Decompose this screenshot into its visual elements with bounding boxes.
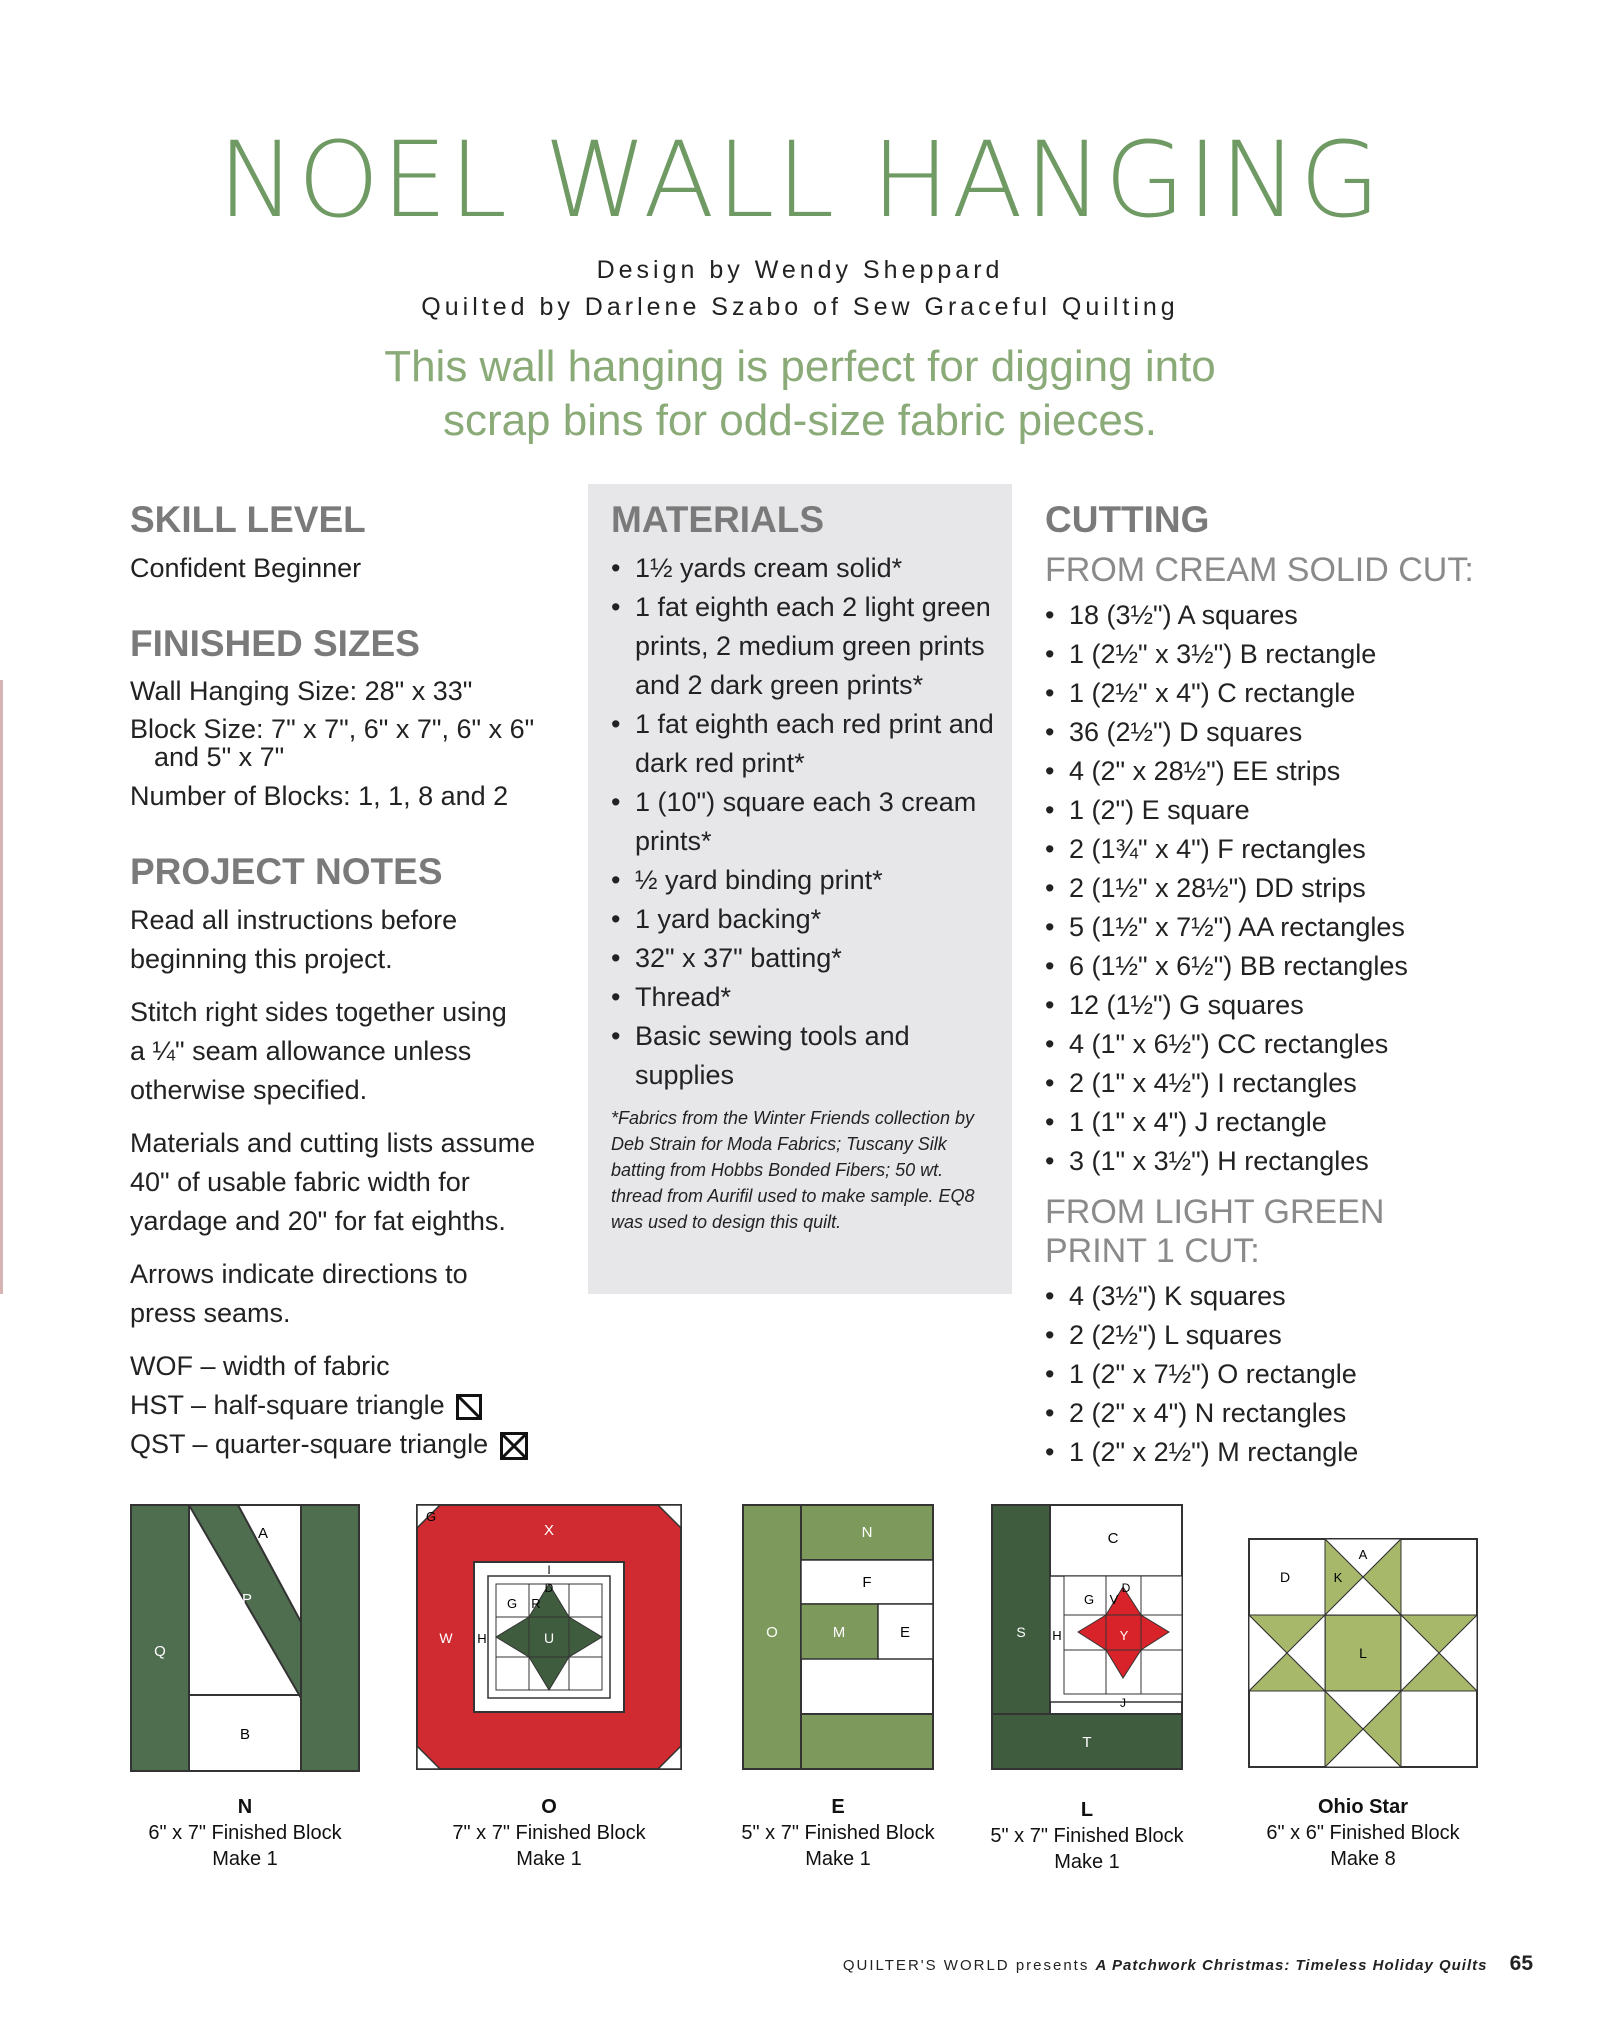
block-l-diagram	[991, 1504, 1183, 1770]
materials-footnote: *Fabrics from the Winter Friends collection by Deb Strain for Moda Fabrics; Tuscany Silk batting from Hobbs Bonded Fibers; 50 wt. thread from Aurifil used to make sample. EQ8 was used to design this quilt.	[611, 1107, 975, 1232]
left-column	[130, 500, 550, 1464]
list-item: • 1 (2½" x 4") C rectangle	[1045, 674, 1485, 713]
green-heading: FROM LIGHT GREEN PRINT 1 CUT:	[1045, 1192, 1385, 1270]
note-instructions	[130, 901, 550, 979]
piece-label: S	[1016, 1624, 1026, 1640]
piece-label: R	[531, 1596, 541, 1611]
list-item: • ½ yard binding print*	[611, 861, 995, 900]
list-item: • 1 fat eighth each 2 light green prints, 2 medium green prints and 2 dark green prints*	[611, 588, 995, 705]
piece-label: K	[1333, 1570, 1343, 1585]
list-item: • 2 (1¾" x 4") F rectangles	[1045, 830, 1485, 869]
block-size	[130, 715, 550, 771]
block-size: 5" x 7" Finished Block	[990, 1825, 1184, 1847]
piece-label: F	[862, 1574, 872, 1591]
notes-heading: PROJECT NOTES	[130, 851, 443, 893]
note-line: Materials and cutting lists assume	[130, 1128, 536, 1159]
list-item: • 18 (3½") A squares	[1045, 596, 1485, 635]
block-e-diagram	[742, 1504, 934, 1770]
note-arrows	[130, 1255, 550, 1333]
piece-label: C	[1107, 1530, 1119, 1547]
list-item: • Basic sewing tools and supplies	[611, 1017, 995, 1095]
piece-label: X	[543, 1522, 555, 1539]
piece-label: Y	[1119, 1628, 1129, 1643]
piece-label: E	[899, 1624, 911, 1641]
piece-label: A	[1358, 1547, 1368, 1562]
note-line: otherwise specified.	[130, 1075, 368, 1106]
piece-label: B	[239, 1726, 251, 1743]
list-item: • 32" x 37" batting*	[611, 939, 995, 978]
page-footer	[843, 1952, 1533, 1976]
piece-label: O	[766, 1624, 778, 1641]
cream-cut-list	[1045, 596, 1485, 1181]
list-item: • 12 (1½") G squares	[1045, 986, 1485, 1025]
green-cut-list	[1045, 1277, 1485, 1472]
cutting-heading: CUTTING	[1045, 499, 1210, 540]
block-name: O	[541, 1796, 557, 1818]
block-name: N	[237, 1796, 253, 1818]
note-seams	[130, 993, 550, 1110]
ohio-star-caption	[1243, 1794, 1483, 1872]
block-make: Make 1	[1054, 1851, 1120, 1873]
block-make: Make 8	[1330, 1848, 1396, 1870]
block-n-diagram	[130, 1504, 360, 1772]
tagline-line-1: This wall hanging is perfect for digging into	[384, 342, 1216, 391]
list-item: • 1 (1" x 4") J rectangle	[1045, 1103, 1485, 1142]
list-item: • 4 (2" x 28½") EE strips	[1045, 752, 1485, 791]
skill-heading: SKILL LEVEL	[130, 499, 366, 540]
piece-label: L	[1359, 1645, 1367, 1661]
piece-label: I	[547, 1563, 551, 1577]
block-name: L	[1080, 1799, 1094, 1821]
list-item: • 2 (1½" x 28½") DD strips	[1045, 869, 1485, 908]
list-item: • 1½ yards cream solid*	[611, 549, 995, 588]
piece-label: J	[1120, 1696, 1126, 1710]
list-item: • 5 (1½" x 7½") AA rectangles	[1045, 908, 1485, 947]
tagline-line-2: scrap bins for odd-size fabric pieces.	[442, 396, 1158, 445]
tagline	[0, 340, 1600, 448]
list-item: • 1 (10") square each 3 cream prints*	[611, 783, 995, 861]
list-item: • 1 yard backing*	[611, 900, 995, 939]
note-line: Arrows indicate directions to	[130, 1259, 468, 1290]
sizes-heading: FINISHED SIZES	[130, 622, 420, 664]
footer-brand: QUILTER'S WORLD	[842, 1957, 1010, 1974]
piece-label: D	[1121, 1581, 1131, 1595]
list-item: • 2 (2½") L squares	[1045, 1316, 1485, 1355]
abbr-wof: WOF – width of fabric	[130, 1351, 390, 1382]
footer-book-title: A Patchwork Christmas: Timeless Holiday Quilts	[1095, 1957, 1488, 1974]
list-item: • 2 (1" x 4½") I rectangles	[1045, 1064, 1485, 1103]
block-n-caption	[125, 1794, 365, 1872]
piece-label: U	[543, 1630, 555, 1646]
block-l-caption	[967, 1797, 1207, 1875]
abbr-qst-text: QST – quarter-square triangle	[130, 1429, 489, 1460]
block-name: E	[831, 1796, 845, 1818]
list-item: • 6 (1½" x 6½") BB rectangles	[1045, 947, 1485, 986]
piece-label: G	[426, 1509, 437, 1524]
block-size: 6" x 6" Finished Block	[1266, 1822, 1460, 1844]
piece-label: D	[544, 1581, 554, 1595]
skill-value: Confident Beginner	[130, 552, 362, 583]
block-size: 7" x 7" Finished Block	[452, 1822, 646, 1844]
footer-presents: presents	[1015, 1957, 1090, 1974]
block-o-diagram	[416, 1504, 682, 1770]
piece-label: M	[832, 1624, 846, 1641]
piece-label: Q	[154, 1643, 166, 1660]
abbr-hst	[130, 1386, 550, 1425]
materials-heading: MATERIALS	[611, 499, 825, 540]
block-o-caption	[428, 1794, 670, 1872]
note-line: yardage and 20" for fat eighths.	[130, 1206, 506, 1237]
block-size-line-2: and 5" x 7"	[154, 742, 285, 773]
hst-icon	[456, 1394, 482, 1420]
piece-label: G	[1083, 1592, 1095, 1607]
list-item: • 4 (3½") K squares	[1045, 1277, 1485, 1316]
materials-list	[611, 549, 995, 1095]
wall-size: Wall Hanging Size: 28" x 33"	[130, 676, 473, 707]
design-credit: Design by Wendy Sheppard	[596, 256, 1004, 284]
piece-label: W	[439, 1630, 453, 1646]
piece-label: P	[241, 1591, 253, 1608]
block-make: Make 1	[805, 1848, 871, 1870]
list-item: • 4 (1" x 6½") CC rectangles	[1045, 1025, 1485, 1064]
block-make: Make 1	[212, 1848, 278, 1870]
piece-label: T	[1082, 1734, 1092, 1751]
block-size-line-1: Block Size: 7" x 7", 6" x 7", 6" x 6"	[130, 714, 535, 745]
piece-label: H	[1052, 1628, 1062, 1643]
block-make: Make 1	[516, 1848, 582, 1870]
note-line: Stitch right sides together using	[130, 997, 507, 1028]
cream-heading: FROM CREAM SOLID CUT:	[1045, 550, 1474, 589]
block-size: 5" x 7" Finished Block	[741, 1822, 935, 1844]
list-item: • Thread*	[611, 978, 995, 1017]
piece-label: N	[861, 1524, 873, 1541]
block-name: Ohio Star	[1317, 1796, 1408, 1818]
list-item: • 1 (2" x 7½") O rectangle	[1045, 1355, 1485, 1394]
list-item: • 1 (2" x 2½") M rectangle	[1045, 1433, 1485, 1472]
block-e-caption	[718, 1794, 958, 1872]
cutting-column	[1045, 500, 1485, 1472]
block-size: 6" x 7" Finished Block	[148, 1822, 342, 1844]
piece-label: H	[477, 1631, 487, 1646]
note-line: press seams.	[130, 1298, 291, 1329]
page-edge-rule	[0, 680, 3, 1294]
list-item: • 1 (2½" x 3½") B rectangle	[1045, 635, 1485, 674]
ohio-star-diagram	[1248, 1538, 1478, 1768]
piece-label: D	[1279, 1569, 1291, 1585]
page-number: 65	[1509, 1952, 1533, 1975]
abbr-qst	[130, 1425, 550, 1464]
list-item: • 1 fat eighth each red print and dark red print*	[611, 705, 995, 783]
note-line: 40" of usable fabric width for	[130, 1167, 470, 1198]
list-item: • 36 (2½") D squares	[1045, 713, 1485, 752]
note-line: a ¼" seam allowance unless	[130, 1036, 472, 1067]
note-line: beginning this project.	[130, 944, 393, 975]
list-item: • 3 (1" x 3½") H rectangles	[1045, 1142, 1485, 1181]
note-line: Read all instructions before	[130, 905, 458, 936]
qst-icon	[500, 1432, 528, 1460]
quilted-credit: Quilted by Darlene Szabo of Sew Graceful Quilting	[421, 293, 1179, 321]
list-item: • 1 (2") E square	[1045, 791, 1485, 830]
page-title: NOEL WALL HANGING	[217, 119, 1383, 241]
piece-label: A	[257, 1525, 269, 1542]
block-count: Number of Blocks: 1, 1, 8 and 2	[130, 781, 509, 812]
note-fabric-width	[130, 1124, 550, 1241]
piece-label: V	[1109, 1592, 1119, 1607]
abbr-hst-text: HST – half-square triangle	[130, 1390, 445, 1421]
list-item: • 2 (2" x 4") N rectangles	[1045, 1394, 1485, 1433]
materials-column	[611, 500, 995, 1235]
piece-label: G	[506, 1596, 518, 1611]
